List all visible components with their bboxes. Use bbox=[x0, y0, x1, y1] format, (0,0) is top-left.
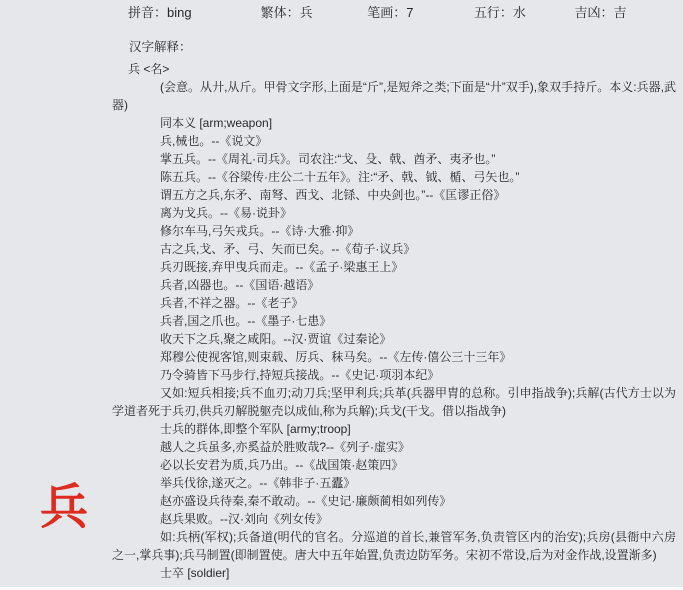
definition-paragraph: 兵者,凶器也。--《国语·越语》 bbox=[160, 278, 320, 292]
definition-paragraph: 兵者,不祥之器。--《老子》 bbox=[160, 296, 304, 310]
definition-paragraph: 郑穆公使视客馆,则束载、厉兵、秣马矣。--《左传·僖公三十三年》 bbox=[160, 350, 512, 364]
colon-separator: ： bbox=[286, 5, 300, 20]
definition-paragraph: 离为戈兵。--《易·说卦》 bbox=[160, 206, 292, 220]
definition-paragraph: 又如:短兵相接;兵不血刃;动刀兵;坚甲利兵;兵革(兵器甲胄的总称。引申指战争);兵解(古代方士以为学道者死于兵刃,供兵刃解脱躯壳以成仙,称为兵解);兵戈(干戈。借以指战争) bbox=[112, 386, 676, 418]
colon-separator: ： bbox=[393, 5, 407, 20]
definition-paragraph: 收天下之兵,聚之咸阳。--汉·贾谊《过秦论》 bbox=[160, 332, 392, 346]
definition-paragraph: 兵者,国之爪也。--《墨子·七患》 bbox=[160, 314, 332, 328]
attribute-label: 吉凶 bbox=[574, 5, 601, 20]
definition-paragraph: 掌五兵。--《周礼·司兵》。司农注:“戈、殳、戟、酋矛、夷矛也。” bbox=[160, 152, 496, 166]
paragraph-list bbox=[112, 78, 676, 582]
section-title: 汉字解释： bbox=[129, 40, 192, 54]
definition-paragraph: 陈五兵。--《谷梁传·庄公二十五年》。注:“矛、戟、钺、楯、弓矢也。” bbox=[160, 170, 520, 184]
attribute-field bbox=[128, 4, 257, 21]
attribute-label: 五行 bbox=[473, 5, 500, 20]
attribute-value: 7 bbox=[406, 5, 414, 20]
attribute-field bbox=[474, 4, 571, 21]
definition-paragraph: 同本义 [arm;weapon] bbox=[160, 116, 273, 130]
definition-paragraph: 乃令骑皆下马步行,持短兵接战。--《史记·项羽本纪》 bbox=[160, 368, 440, 382]
headword-large-red: 兵 bbox=[40, 481, 89, 534]
attribute-field bbox=[261, 4, 364, 21]
attribute-label: 笔画 bbox=[367, 5, 394, 20]
definition-paragraph: 兵,械也。--《说文》 bbox=[160, 134, 268, 148]
definition-paragraph: 兵刃既接,弃甲曳兵而走。--《孟子·梁惠王上》 bbox=[160, 260, 404, 274]
definition-paragraph: 必以长安君为质,兵乃出。--《战国策·赵策四》 bbox=[160, 458, 404, 472]
definition-paragraph: 举兵伐徐,遂灭之。--《韩非子·五蠹》 bbox=[160, 476, 356, 490]
definition-paragraph: 士兵的群体,即整个军队 [army;troop] bbox=[160, 422, 351, 436]
definition-paragraph: 如:兵柄(军权);兵备道(明代的官名。分巡道的首长,兼管军务,负责管区内的治安);兵房(县衙中六房之一,掌兵事);兵马制置(即制置使。唐大中五年始置,负责边防军务。宋初不常设,后为对金作战,设置渐多) bbox=[112, 530, 676, 562]
colon-separator: ： bbox=[600, 5, 614, 20]
definition-content bbox=[112, 60, 676, 582]
attribute-bar bbox=[0, 0, 683, 21]
definition-paragraph: 赵兵果败。--汉·刘向《列女传》 bbox=[160, 512, 328, 526]
attribute-field bbox=[575, 4, 627, 21]
attribute-field bbox=[367, 4, 470, 21]
definition-paragraph: 修尔车马,弓矢戎兵。--《诗·大雅·抑》 bbox=[160, 224, 360, 238]
definition-paragraph: 赵亦盛设兵待秦,秦不敢动。--《史记·廉颇蔺相如列传》 bbox=[160, 494, 452, 508]
attribute-value: 兵 bbox=[299, 5, 313, 20]
attribute-label: 繁体 bbox=[260, 5, 287, 20]
definition-paragraph: 古之兵,戈、矛、弓、矢而已矣。--《荀子·议兵》 bbox=[160, 242, 416, 256]
entry-headword: 兵 <名> bbox=[128, 62, 170, 76]
attribute-value: 吉 bbox=[613, 5, 627, 20]
attribute-value: bing bbox=[167, 5, 192, 20]
colon-separator: ： bbox=[154, 5, 168, 20]
colon-separator: ： bbox=[499, 5, 513, 20]
definition-paragraph: 谓五方之兵,东矛、南弩、西戈、北铩、中央剑也。”--《匡谬正俗》 bbox=[160, 188, 506, 202]
attribute-value: 水 bbox=[512, 5, 526, 20]
definition-paragraph: 士卒 [soldier] bbox=[160, 566, 230, 580]
definition-paragraph: 越人之兵虽多,亦奚益於胜败哉?--《列子·虚实》 bbox=[160, 440, 410, 454]
attribute-label: 拼音 bbox=[128, 5, 155, 20]
definition-paragraph: (会意。从廾,从斤。甲骨文字形,上面是“斤”,是短斧之类;下面是“廾”双手),象双手持斤。本义:兵器,武器) bbox=[112, 80, 676, 112]
